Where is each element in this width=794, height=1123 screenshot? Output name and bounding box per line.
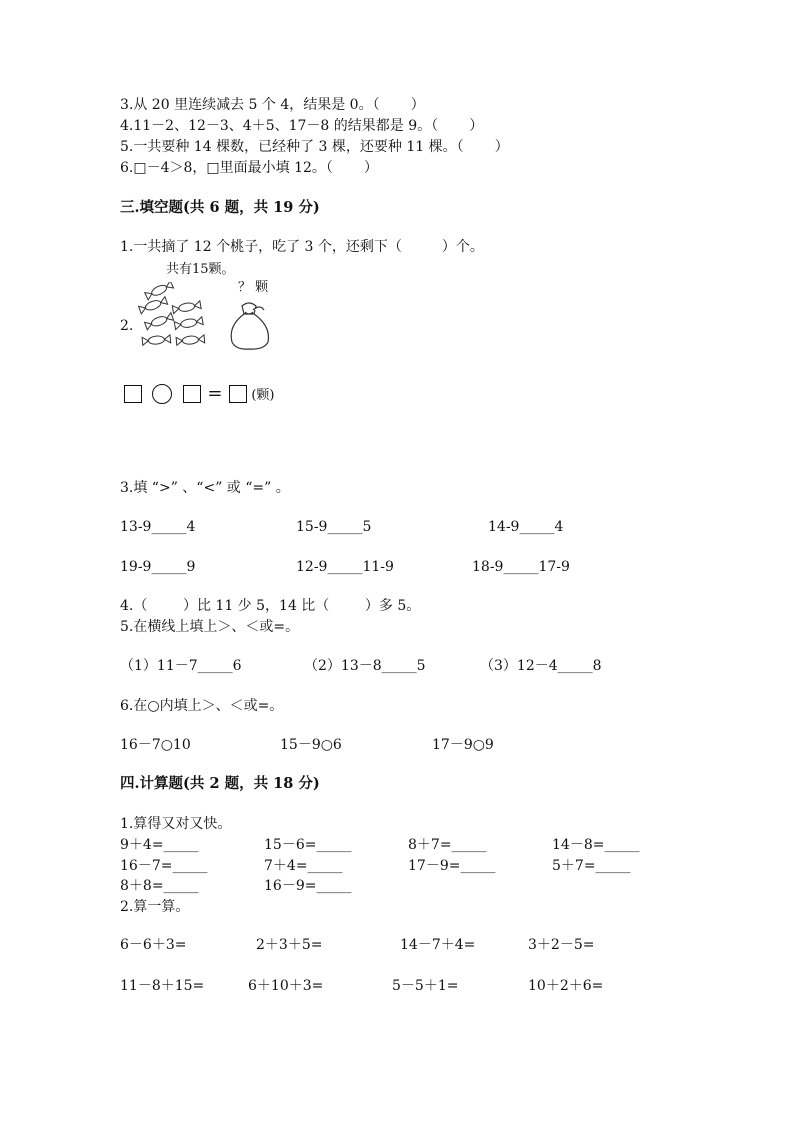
compare-item: （3）12－4_____8 xyxy=(480,658,602,674)
calc-item: 6＋10＋3= xyxy=(248,978,324,994)
equals-sign: = xyxy=(207,383,223,404)
section3-heading: 三.填空题(共 6 题，共 19 分) xyxy=(120,199,320,216)
calc-item: 10＋2＋6= xyxy=(528,978,604,994)
calc-item: 5＋7=_____ xyxy=(552,858,631,874)
judge-item-4: 4.11－2、12－3、4＋5、17－8 的结果都是 9。（ ） xyxy=(120,118,484,134)
judge-item-3: 3.从 20 里连续减去 5 个 4，结果是 0。（ ） xyxy=(120,97,425,113)
candies-illustration xyxy=(138,282,210,354)
answer-box[interactable] xyxy=(124,385,142,403)
calc-question-2-title: 2.算一算。 xyxy=(120,899,190,915)
calc-item: 14－7＋4= xyxy=(400,937,476,953)
unit-label: (颗) xyxy=(251,388,275,403)
calc-item: 8＋8=_____ xyxy=(120,878,199,894)
fill-question-2-number: 2. xyxy=(120,318,134,334)
compare-item: 17－9○9 xyxy=(432,737,494,753)
picture-caption-question: ？ 颗 xyxy=(238,280,269,295)
compare-item: （2）13－8_____5 xyxy=(304,658,426,674)
fill-question-1: 1.一共摘了 12 个桃子，吃了 3 个，还剩下（ ）个。 xyxy=(120,239,484,255)
fill-question-4: 4.（ ）比 11 少 5，14 比（ ）多 5。 xyxy=(120,598,421,614)
fill-question-5-title: 5.在横线上填上＞、＜或=。 xyxy=(120,619,300,635)
compare-item: 15-9_____5 xyxy=(296,519,372,535)
operator-circle[interactable] xyxy=(152,384,172,404)
bag-illustration xyxy=(224,292,274,352)
calc-item: 16－9=_____ xyxy=(264,878,352,894)
calc-item: 15－6=_____ xyxy=(264,837,352,853)
compare-item: 18-9_____17-9 xyxy=(472,559,570,575)
calc-item: 7＋4=_____ xyxy=(264,858,343,874)
fill-question-3-title: 3.填 “>” 、“<” 或 “=” 。 xyxy=(120,480,290,496)
compare-item: 13-9_____4 xyxy=(120,519,196,535)
compare-item: 14-9_____4 xyxy=(488,519,564,535)
calc-question-1-title: 1.算得又对又快。 xyxy=(120,816,232,832)
compare-item: （1）11－7_____6 xyxy=(120,658,242,674)
calc-item: 5－5＋1= xyxy=(392,978,459,994)
compare-item: 16－7○10 xyxy=(120,737,191,753)
section4-heading: 四.计算题(共 2 题，共 18 分) xyxy=(120,775,320,792)
calc-item: 14－8=_____ xyxy=(552,837,640,853)
judge-item-6: 6.□－4＞8，□里面最小填 12。（ ） xyxy=(120,160,379,176)
calc-item: 16－7=_____ xyxy=(120,858,208,874)
calc-item: 11－8＋15= xyxy=(120,978,205,994)
equation-template xyxy=(124,383,275,404)
judge-item-5: 5.一共要种 14 棵数，已经种了 3 棵，还要种 11 棵。（ ） xyxy=(120,139,509,155)
calc-item: 6－6＋3= xyxy=(120,937,187,953)
calc-item: 9＋4=_____ xyxy=(120,837,199,853)
answer-box[interactable] xyxy=(183,385,201,403)
fill-question-6-title: 6.在○内填上＞、＜或=。 xyxy=(120,698,284,714)
calc-item: 8＋7=_____ xyxy=(408,837,487,853)
compare-item: 15－9○6 xyxy=(280,737,342,753)
calc-item: 17－9=_____ xyxy=(408,858,496,874)
compare-item: 19-9_____9 xyxy=(120,559,196,575)
compare-item: 12-9_____11-9 xyxy=(296,559,394,575)
calc-item: 3＋2－5= xyxy=(528,937,595,953)
calc-item: 2＋3＋5= xyxy=(256,937,323,953)
answer-box[interactable] xyxy=(229,385,247,403)
picture-caption-total: 共有15颗。 xyxy=(166,262,235,277)
